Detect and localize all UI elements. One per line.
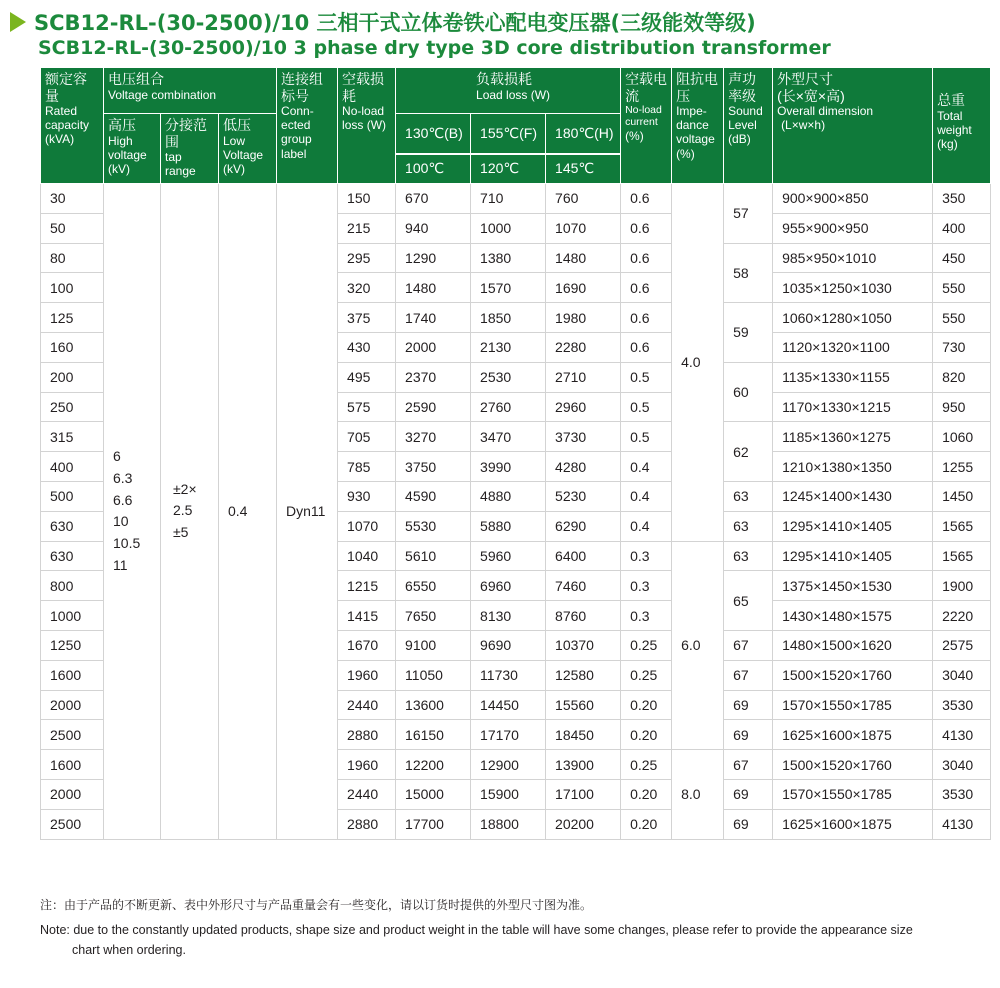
overall-dimension-cell: 1625×1600×1875 xyxy=(773,720,933,750)
table-row xyxy=(41,184,991,214)
rated-capacity-cell: 160 xyxy=(41,332,104,362)
load-loss-f-cell: 3470 xyxy=(471,422,546,452)
rated-capacity-cell: 2500 xyxy=(41,720,104,750)
title-english: SCB12-RL-(30-2500)/10 3 phase dry type 3D core distribution transformer xyxy=(38,37,831,59)
col-group-label: 连接组标号 Conn-ected group label xyxy=(277,68,338,184)
rated-capacity-cell: 200 xyxy=(41,362,104,392)
no-load-loss-cell: 1415 xyxy=(338,601,396,631)
no-load-loss-cell: 2880 xyxy=(338,720,396,750)
no-load-loss-cell: 1070 xyxy=(338,511,396,541)
sound-level-cell: 69 xyxy=(724,690,773,720)
no-load-loss-cell: 785 xyxy=(338,452,396,482)
load-loss-h-cell: 1480 xyxy=(546,243,621,273)
load-loss-b-cell: 5610 xyxy=(396,541,471,571)
load-loss-b-cell: 1480 xyxy=(396,273,471,303)
col-total-weight: 总重 Total weight (kg) xyxy=(933,68,991,184)
load-loss-f-cell: 1380 xyxy=(471,243,546,273)
total-weight-cell: 450 xyxy=(933,243,991,273)
no-load-current-cell: 0.6 xyxy=(621,332,672,362)
table-body xyxy=(41,184,991,840)
total-weight-cell: 550 xyxy=(933,273,991,303)
total-weight-cell: 950 xyxy=(933,392,991,422)
load-loss-f-cell: 8130 xyxy=(471,601,546,631)
load-loss-h-cell: 6290 xyxy=(546,511,621,541)
load-loss-h-cell: 3730 xyxy=(546,422,621,452)
load-loss-f-cell: 6960 xyxy=(471,571,546,601)
rated-capacity-cell: 400 xyxy=(41,452,104,482)
total-weight-cell: 1060 xyxy=(933,422,991,452)
load-loss-f-cell: 18800 xyxy=(471,809,546,839)
no-load-current-cell: 0.4 xyxy=(621,452,672,482)
load-loss-h-cell: 1070 xyxy=(546,213,621,243)
rated-capacity-cell: 250 xyxy=(41,392,104,422)
rated-capacity-cell: 30 xyxy=(41,184,104,214)
no-load-loss-cell: 1215 xyxy=(338,571,396,601)
col-ref-temp-h: 145℃ xyxy=(546,154,621,184)
load-loss-b-cell: 1290 xyxy=(396,243,471,273)
no-load-current-cell: 0.20 xyxy=(621,809,672,839)
load-loss-h-cell: 18450 xyxy=(546,720,621,750)
impedance-voltage-cell: 6.0 xyxy=(672,541,724,750)
sound-level-cell: 63 xyxy=(724,541,773,571)
overall-dimension-cell: 1120×1320×1100 xyxy=(773,332,933,362)
no-load-loss-cell: 295 xyxy=(338,243,396,273)
load-loss-b-cell: 13600 xyxy=(396,690,471,720)
col-overall-dimension: 外型尺寸 (长×宽×高) Overall dimension (L×w×h) xyxy=(773,68,933,184)
sound-level-cell: 69 xyxy=(724,779,773,809)
note-chinese: 注：由于产品的不断更新、表中外形尺寸与产品重量会有一些变化，请以订货时提供的外型尺寸图为准。 xyxy=(40,898,593,912)
overall-dimension-cell: 1035×1250×1030 xyxy=(773,273,933,303)
no-load-loss-cell: 1040 xyxy=(338,541,396,571)
sound-level-cell: 57 xyxy=(724,184,773,244)
sound-level-cell: 62 xyxy=(724,422,773,482)
col-rated-capacity: 额定容量 Rated capacity (kVA) xyxy=(41,68,104,184)
total-weight-cell: 1900 xyxy=(933,571,991,601)
col-low-voltage: 低压 Low Voltage (kV) xyxy=(219,114,277,184)
load-loss-b-cell: 940 xyxy=(396,213,471,243)
load-loss-b-cell: 17700 xyxy=(396,809,471,839)
load-loss-h-cell: 17100 xyxy=(546,779,621,809)
load-loss-f-cell: 5960 xyxy=(471,541,546,571)
sound-level-cell: 58 xyxy=(724,243,773,303)
overall-dimension-cell: 1480×1500×1620 xyxy=(773,630,933,660)
no-load-current-cell: 0.20 xyxy=(621,720,672,750)
rated-capacity-cell: 50 xyxy=(41,213,104,243)
low-voltage-cell: 0.4 xyxy=(219,184,277,840)
rated-capacity-cell: 1250 xyxy=(41,630,104,660)
load-loss-b-cell: 4590 xyxy=(396,481,471,511)
load-loss-f-cell: 710 xyxy=(471,184,546,214)
no-load-current-cell: 0.6 xyxy=(621,213,672,243)
no-load-loss-cell: 1670 xyxy=(338,630,396,660)
load-loss-f-cell: 1570 xyxy=(471,273,546,303)
load-loss-h-cell: 1980 xyxy=(546,303,621,333)
no-load-loss-cell: 2880 xyxy=(338,809,396,839)
load-loss-b-cell: 2370 xyxy=(396,362,471,392)
spec-table xyxy=(40,67,991,840)
overall-dimension-cell: 985×950×1010 xyxy=(773,243,933,273)
overall-dimension-cell: 1170×1330×1215 xyxy=(773,392,933,422)
no-load-loss-cell: 495 xyxy=(338,362,396,392)
total-weight-cell: 1565 xyxy=(933,541,991,571)
no-load-current-cell: 0.6 xyxy=(621,303,672,333)
load-loss-f-cell: 2130 xyxy=(471,332,546,362)
overall-dimension-cell: 1295×1410×1405 xyxy=(773,511,933,541)
no-load-current-cell: 0.3 xyxy=(621,541,672,571)
overall-dimension-cell: 1135×1330×1155 xyxy=(773,362,933,392)
col-voltage-combination: 电压组合 Voltage combination xyxy=(104,68,277,114)
overall-dimension-cell: 1060×1280×1050 xyxy=(773,303,933,333)
load-loss-b-cell: 7650 xyxy=(396,601,471,631)
high-voltage-cell-value: 10.5 xyxy=(113,534,141,551)
col-ref-temp-f: 120℃ xyxy=(471,154,546,184)
no-load-loss-cell: 215 xyxy=(338,213,396,243)
load-loss-h-cell: 12580 xyxy=(546,660,621,690)
load-loss-f-cell: 2760 xyxy=(471,392,546,422)
col-high-voltage: 高压 High voltage (kV) xyxy=(104,114,161,184)
no-load-current-cell: 0.4 xyxy=(621,511,672,541)
note-english xyxy=(40,920,990,960)
tap-range-cell-value: ±5 xyxy=(173,524,189,541)
total-weight-cell: 820 xyxy=(933,362,991,392)
load-loss-h-cell: 6400 xyxy=(546,541,621,571)
no-load-loss-cell: 930 xyxy=(338,481,396,511)
overall-dimension-cell: 1375×1450×1530 xyxy=(773,571,933,601)
sound-level-cell: 63 xyxy=(724,481,773,511)
overall-dimension-cell: 1295×1410×1405 xyxy=(773,541,933,571)
total-weight-cell: 2575 xyxy=(933,630,991,660)
col-load-loss: 负载损耗 Load loss (W) xyxy=(396,68,621,114)
load-loss-f-cell: 5880 xyxy=(471,511,546,541)
load-loss-f-cell: 15900 xyxy=(471,779,546,809)
sound-level-cell: 65 xyxy=(724,571,773,631)
high-voltage-cell-value: 6 xyxy=(113,448,121,465)
load-loss-b-cell: 1740 xyxy=(396,303,471,333)
overall-dimension-cell: 1570×1550×1785 xyxy=(773,779,933,809)
high-voltage-cell-value: 6.6 xyxy=(113,491,133,508)
rated-capacity-cell: 1600 xyxy=(41,750,104,780)
overall-dimension-cell: 955×900×950 xyxy=(773,213,933,243)
load-loss-h-cell: 20200 xyxy=(546,809,621,839)
total-weight-cell: 550 xyxy=(933,303,991,333)
load-loss-f-cell: 12900 xyxy=(471,750,546,780)
high-voltage-cell-value: 6.3 xyxy=(113,469,133,486)
load-loss-h-cell: 8760 xyxy=(546,601,621,631)
load-loss-b-cell: 3270 xyxy=(396,422,471,452)
total-weight-cell: 400 xyxy=(933,213,991,243)
tap-range-cell xyxy=(161,184,219,840)
no-load-current-cell: 0.3 xyxy=(621,571,672,601)
overall-dimension-cell: 1625×1600×1875 xyxy=(773,809,933,839)
overall-dimension-cell: 1570×1550×1785 xyxy=(773,690,933,720)
total-weight-cell: 1565 xyxy=(933,511,991,541)
overall-dimension-cell: 1185×1360×1275 xyxy=(773,422,933,452)
total-weight-cell: 3530 xyxy=(933,690,991,720)
no-load-current-cell: 0.3 xyxy=(621,601,672,631)
overall-dimension-cell: 1245×1400×1430 xyxy=(773,481,933,511)
no-load-current-cell: 0.25 xyxy=(621,750,672,780)
rated-capacity-cell: 630 xyxy=(41,541,104,571)
no-load-current-cell: 0.25 xyxy=(621,660,672,690)
load-loss-h-cell: 2280 xyxy=(546,332,621,362)
load-loss-b-cell: 6550 xyxy=(396,571,471,601)
no-load-loss-cell: 375 xyxy=(338,303,396,333)
load-loss-b-cell: 2000 xyxy=(396,332,471,362)
rated-capacity-cell: 2000 xyxy=(41,779,104,809)
sound-level-cell: 69 xyxy=(724,720,773,750)
high-voltage-cell xyxy=(104,184,161,840)
total-weight-cell: 1255 xyxy=(933,452,991,482)
no-load-current-cell: 0.6 xyxy=(621,243,672,273)
sound-level-cell: 67 xyxy=(724,630,773,660)
total-weight-cell: 2220 xyxy=(933,601,991,631)
overall-dimension-cell: 1430×1480×1575 xyxy=(773,601,933,631)
title-block xyxy=(10,8,995,59)
load-loss-f-cell: 1850 xyxy=(471,303,546,333)
title-chinese: SCB12-RL-(30-2500)/10 三相干式立体卷铁心配电变压器(三级能效等级) xyxy=(34,11,756,35)
load-loss-h-cell: 13900 xyxy=(546,750,621,780)
no-load-loss-cell: 1960 xyxy=(338,750,396,780)
rated-capacity-cell: 1000 xyxy=(41,601,104,631)
total-weight-cell: 3040 xyxy=(933,660,991,690)
no-load-current-cell: 0.5 xyxy=(621,392,672,422)
rated-capacity-cell: 500 xyxy=(41,481,104,511)
sound-level-cell: 69 xyxy=(724,809,773,839)
sound-level-cell: 67 xyxy=(724,660,773,690)
load-loss-h-cell: 2710 xyxy=(546,362,621,392)
load-loss-f-cell: 1000 xyxy=(471,213,546,243)
rated-capacity-cell: 315 xyxy=(41,422,104,452)
total-weight-cell: 4130 xyxy=(933,720,991,750)
total-weight-cell: 730 xyxy=(933,332,991,362)
load-loss-b-cell: 5530 xyxy=(396,511,471,541)
no-load-current-cell: 0.25 xyxy=(621,630,672,660)
rated-capacity-cell: 2000 xyxy=(41,690,104,720)
col-no-load-loss: 空载损耗 No-load loss (W) xyxy=(338,68,396,184)
col-ref-temp-b: 100℃ xyxy=(396,154,471,184)
overall-dimension-cell: 1500×1520×1760 xyxy=(773,750,933,780)
load-loss-h-cell: 10370 xyxy=(546,630,621,660)
note-english-line2: chart when ordering. xyxy=(72,943,186,957)
total-weight-cell: 1450 xyxy=(933,481,991,511)
rated-capacity-cell: 125 xyxy=(41,303,104,333)
col-temp-b: 130℃(B) xyxy=(396,114,471,154)
overall-dimension-cell: 1210×1380×1350 xyxy=(773,452,933,482)
no-load-loss-cell: 575 xyxy=(338,392,396,422)
no-load-loss-cell: 1960 xyxy=(338,660,396,690)
no-load-loss-cell: 150 xyxy=(338,184,396,214)
load-loss-f-cell: 4880 xyxy=(471,481,546,511)
no-load-loss-cell: 320 xyxy=(338,273,396,303)
load-loss-f-cell: 11730 xyxy=(471,660,546,690)
triangle-arrow-icon xyxy=(10,12,26,32)
high-voltage-cell-value: 11 xyxy=(113,556,128,573)
rated-capacity-cell: 1600 xyxy=(41,660,104,690)
col-impedance-voltage: 阻抗电压 Impe-dance voltage (%) xyxy=(672,68,724,184)
impedance-voltage-cell: 8.0 xyxy=(672,750,724,839)
no-load-current-cell: 0.6 xyxy=(621,184,672,214)
load-loss-b-cell: 12200 xyxy=(396,750,471,780)
load-loss-b-cell: 15000 xyxy=(396,779,471,809)
load-loss-b-cell: 9100 xyxy=(396,630,471,660)
col-sound-level: 声功率级 Sound Level (dB) xyxy=(724,68,773,184)
load-loss-b-cell: 3750 xyxy=(396,452,471,482)
no-load-loss-cell: 2440 xyxy=(338,779,396,809)
no-load-current-cell: 0.6 xyxy=(621,273,672,303)
rated-capacity-cell: 800 xyxy=(41,571,104,601)
overall-dimension-cell: 900×900×850 xyxy=(773,184,933,214)
sound-level-cell: 63 xyxy=(724,511,773,541)
load-loss-b-cell: 670 xyxy=(396,184,471,214)
rated-capacity-cell: 2500 xyxy=(41,809,104,839)
tap-range-cell-value: ±2× xyxy=(173,480,197,497)
no-load-loss-cell: 430 xyxy=(338,332,396,362)
no-load-current-cell: 0.4 xyxy=(621,481,672,511)
impedance-voltage-cell: 4.0 xyxy=(672,184,724,542)
col-no-load-current: 空载电流 No-load current (%) xyxy=(621,68,672,184)
load-loss-b-cell: 16150 xyxy=(396,720,471,750)
load-loss-h-cell: 1690 xyxy=(546,273,621,303)
load-loss-h-cell: 5230 xyxy=(546,481,621,511)
load-loss-f-cell: 3990 xyxy=(471,452,546,482)
no-load-current-cell: 0.20 xyxy=(621,779,672,809)
total-weight-cell: 3040 xyxy=(933,750,991,780)
rated-capacity-cell: 100 xyxy=(41,273,104,303)
no-load-current-cell: 0.20 xyxy=(621,690,672,720)
col-temp-f: 155℃(F) xyxy=(471,114,546,154)
no-load-loss-cell: 705 xyxy=(338,422,396,452)
no-load-current-cell: 0.5 xyxy=(621,362,672,392)
total-weight-cell: 4130 xyxy=(933,809,991,839)
col-tap-range: 分接范围 tap range xyxy=(161,114,219,184)
high-voltage-cell-value: 10 xyxy=(113,513,129,530)
sound-level-cell: 60 xyxy=(724,362,773,422)
no-load-loss-cell: 2440 xyxy=(338,690,396,720)
total-weight-cell: 350 xyxy=(933,184,991,214)
overall-dimension-cell: 1500×1520×1760 xyxy=(773,660,933,690)
load-loss-h-cell: 2960 xyxy=(546,392,621,422)
total-weight-cell: 3530 xyxy=(933,779,991,809)
load-loss-h-cell: 7460 xyxy=(546,571,621,601)
sound-level-cell: 59 xyxy=(724,303,773,363)
load-loss-f-cell: 2530 xyxy=(471,362,546,392)
no-load-current-cell: 0.5 xyxy=(621,422,672,452)
load-loss-f-cell: 14450 xyxy=(471,690,546,720)
rated-capacity-cell: 80 xyxy=(41,243,104,273)
table-header xyxy=(41,68,991,184)
sound-level-cell: 67 xyxy=(724,750,773,780)
load-loss-f-cell: 9690 xyxy=(471,630,546,660)
group-label-cell: Dyn11 xyxy=(277,184,338,840)
col-temp-h: 180℃(H) xyxy=(546,114,621,154)
load-loss-b-cell: 2590 xyxy=(396,392,471,422)
load-loss-b-cell: 11050 xyxy=(396,660,471,690)
tap-range-cell-value: 2.5 xyxy=(173,502,193,519)
note-english-line1: Note: due to the constantly updated products, shape size and product weight in the table will have some changes, please refer to provide the appearance size xyxy=(40,923,913,937)
load-loss-h-cell: 15560 xyxy=(546,690,621,720)
rated-capacity-cell: 630 xyxy=(41,511,104,541)
load-loss-f-cell: 17170 xyxy=(471,720,546,750)
load-loss-h-cell: 760 xyxy=(546,184,621,214)
load-loss-h-cell: 4280 xyxy=(546,452,621,482)
